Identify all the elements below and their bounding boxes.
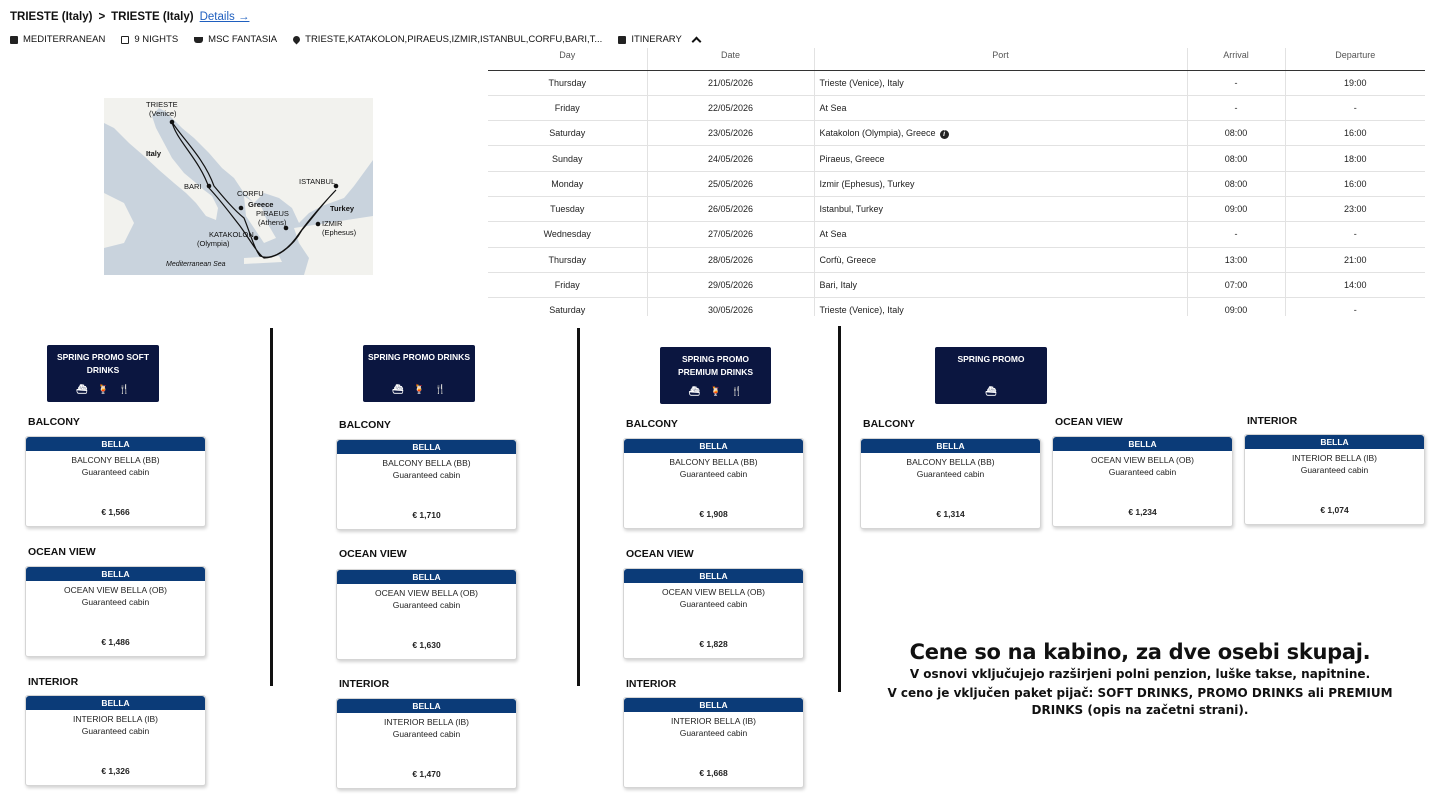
col-day: Day [488, 48, 647, 70]
map-label-katakolon: KATAKOLON [209, 230, 254, 239]
category-label: OCEAN VIEW [1055, 416, 1123, 428]
map-label-italy: Italy [146, 149, 162, 158]
itinerary-row [488, 298, 1425, 316]
itinerary-cell-port: Bari, Italy [814, 272, 1187, 297]
drinks-icon: 🍹 [413, 384, 425, 394]
cabin-name: OCEAN VIEW BELLA (OB) [375, 588, 478, 598]
cabin-note: Guaranteed cabin [679, 728, 748, 738]
cabin-name: OCEAN VIEW BELLA (OB) [64, 585, 167, 595]
itinerary-cell-date: 22/05/2026 [647, 95, 814, 120]
cabin-name: OCEAN VIEW BELLA (OB) [1091, 455, 1194, 465]
itinerary-cell-dep: 16:00 [1285, 171, 1425, 196]
cabin-price: € 1,630 [412, 640, 441, 650]
cruise-meta [10, 34, 700, 45]
itinerary-cell-date: 21/05/2026 [647, 70, 814, 95]
cabin-price: € 1,314 [936, 509, 965, 519]
cabin-name: BALCONY BELLA (BB) [71, 455, 160, 465]
map-label-turkey: Turkey [330, 204, 355, 213]
cabin-price: € 1,470 [412, 769, 441, 779]
map-icon [10, 36, 18, 44]
origin-port: TRIESTE (Italy) [10, 11, 93, 23]
cabin-name: OCEAN VIEW BELLA (OB) [662, 587, 765, 597]
promo-title: SPRING PROMO [957, 354, 1025, 364]
itinerary-row [488, 171, 1425, 196]
cabin-note: Guaranteed cabin [1300, 465, 1369, 475]
itinerary-cell-dep: 23:00 [1285, 196, 1425, 221]
itinerary-row [488, 222, 1425, 247]
meta-nights: 9 NIGHTS [121, 34, 178, 45]
cabin-card[interactable] [25, 436, 206, 527]
ship-icon [194, 37, 203, 43]
itinerary-cell-day: Wednesday [488, 222, 647, 247]
route-map [104, 98, 373, 275]
itinerary-cell-port: Istanbul, Turkey [814, 196, 1187, 221]
map-label-greece: Greece [248, 200, 274, 209]
cabin-badge: BELLA [1245, 435, 1424, 449]
promo-badge [660, 347, 771, 404]
itinerary-cell-day: Saturday [488, 298, 647, 316]
cabin-name: INTERIOR BELLA (IB) [72, 714, 159, 724]
map-label-piraeus: PIRAEUS [256, 209, 289, 218]
cabin-price: € 1,908 [699, 509, 728, 519]
map-label-venice: (Venice) [149, 109, 177, 118]
itinerary-cell-date: 24/05/2026 [647, 146, 814, 171]
cabin-card[interactable] [25, 566, 206, 657]
itinerary-cell-day: Saturday [488, 121, 647, 146]
cabin-note: Guaranteed cabin [81, 467, 150, 477]
itinerary-row [488, 196, 1425, 221]
itinerary-cell-day: Tuesday [488, 196, 647, 221]
itinerary-row [488, 95, 1425, 120]
cabin-badge: BELLA [26, 437, 205, 451]
itinerary-cell-arr: 13:00 [1187, 247, 1285, 272]
itinerary-cell-dep: 18:00 [1285, 146, 1425, 171]
map-label-olympia: (Olympia) [197, 239, 230, 248]
itinerary-cell-date: 30/05/2026 [647, 298, 814, 316]
itinerary-cell-dep: - [1285, 222, 1425, 247]
itinerary-cell-dep: 21:00 [1285, 247, 1425, 272]
food-icon: 🍴 [731, 386, 743, 396]
itinerary-cell-port: At Sea [814, 95, 1187, 120]
cabin-name: INTERIOR BELLA (IB) [670, 716, 757, 726]
itinerary-cell-date: 29/05/2026 [647, 272, 814, 297]
promo-badge [47, 345, 159, 402]
cabin-badge: BELLA [624, 698, 803, 712]
info-icon[interactable]: i [940, 130, 949, 139]
itinerary-cell-arr: 09:00 [1187, 196, 1285, 221]
category-label: INTERIOR [339, 678, 390, 690]
itinerary-cell-date: 23/05/2026 [647, 121, 814, 146]
itinerary-cell-arr: - [1187, 95, 1285, 120]
column-divider [577, 328, 580, 686]
drinks-icon: 🍹 [97, 384, 109, 394]
category-label: OCEAN VIEW [626, 548, 694, 560]
promo-icons [47, 383, 159, 396]
ship-icon: ⛴ [76, 384, 88, 394]
category-label: OCEAN VIEW [339, 548, 407, 560]
cabin-name: BALCONY BELLA (BB) [669, 457, 758, 467]
col-date: Date [647, 48, 814, 70]
itinerary-toggle[interactable]: ITINERARY [618, 34, 700, 45]
map-label-bari: BARI [184, 182, 202, 191]
cabin-badge: BELLA [26, 567, 205, 581]
map-label-izmir: IZMIR [322, 219, 343, 228]
cabin-card[interactable] [860, 438, 1041, 529]
meta-ship: MSC FANTASIA [194, 34, 277, 45]
cabin-badge: BELLA [1053, 437, 1232, 451]
itinerary-cell-port: Katakolon (Olympia), Greece i [814, 121, 1187, 146]
cabin-name: BALCONY BELLA (BB) [906, 457, 995, 467]
cabin-price: € 1,326 [101, 766, 130, 776]
itinerary-cell-date: 28/05/2026 [647, 247, 814, 272]
cabin-badge: BELLA [337, 570, 516, 584]
cabin-name: INTERIOR BELLA (IB) [383, 717, 470, 727]
itinerary-cell-date: 27/05/2026 [647, 222, 814, 247]
breadcrumb [10, 11, 249, 23]
col-port: Port [814, 48, 1187, 70]
promo-icons [660, 385, 771, 398]
food-icon: 🍴 [434, 384, 446, 394]
cabin-note: Guaranteed cabin [392, 729, 461, 739]
column-divider [270, 328, 273, 686]
itinerary-cell-port: Piraeus, Greece [814, 146, 1187, 171]
itinerary-cell-port: At Sea [814, 222, 1187, 247]
destination-port: TRIESTE (Italy) [111, 11, 194, 23]
cabin-card[interactable] [623, 438, 804, 529]
cabin-name: INTERIOR BELLA (IB) [1291, 453, 1378, 463]
cabin-note: Guaranteed cabin [1108, 467, 1177, 477]
itinerary-row [488, 121, 1425, 146]
promo-icons [935, 385, 1047, 398]
cabin-name: BALCONY BELLA (BB) [382, 458, 471, 468]
meta-ports: TRIESTE,KATAKOLON,PIRAEUS,IZMIR,ISTANBUL,CORFU,BARI,T... [293, 34, 602, 45]
itinerary-cell-arr: 08:00 [1187, 171, 1285, 196]
category-label: BALCONY [339, 419, 391, 431]
itinerary-table [488, 48, 1425, 316]
cabin-price: € 1,486 [101, 637, 130, 647]
promo-icons [363, 383, 475, 396]
cabin-card[interactable] [336, 698, 517, 789]
promo-title: SPRING PROMO DRINKS [367, 352, 470, 362]
map-label-corfu: CORFU [237, 189, 264, 198]
cabin-badge: BELLA [337, 440, 516, 454]
itinerary-cell-date: 25/05/2026 [647, 171, 814, 196]
itinerary-cell-arr: 08:00 [1187, 121, 1285, 146]
cabin-badge: BELLA [26, 696, 205, 710]
category-label: BALCONY [28, 416, 80, 428]
itinerary-row [488, 247, 1425, 272]
cabin-price: € 1,828 [699, 639, 728, 649]
note-line-1: V osnovi vključujejo razširjeni polni penzion, luške takse, napitnine. [909, 667, 1371, 681]
cabin-price: € 1,668 [699, 768, 728, 778]
column-divider [838, 326, 841, 692]
price-note [880, 640, 1400, 719]
col-arrival: Arrival [1187, 48, 1285, 70]
food-icon: 🍴 [118, 384, 130, 394]
pin-icon [292, 35, 302, 45]
breadcrumb-separator: > [98, 11, 106, 23]
calendar-icon [121, 36, 129, 44]
itinerary-cell-arr: 08:00 [1187, 146, 1285, 171]
promo-title: SPRING PROMO PREMIUM DRINKS [677, 354, 754, 377]
itinerary-cell-port: Trieste (Venice), Italy [814, 70, 1187, 95]
cabin-card[interactable] [1244, 434, 1425, 525]
category-label: INTERIOR [28, 676, 79, 688]
cabin-card[interactable] [25, 695, 206, 786]
note-line-2: V ceno je vključen paket pijač: SOFT DRINKS, PROMO DRINKS ali PREMIUM DRINKS (opis na začetni strani). [887, 686, 1393, 717]
drinks-icon: 🍹 [710, 386, 722, 396]
category-label: INTERIOR [1247, 415, 1298, 427]
cabin-badge: BELLA [861, 439, 1040, 453]
itinerary-cell-arr: - [1187, 70, 1285, 95]
ship-icon: ⛴ [688, 386, 700, 396]
itinerary-cell-port: Trieste (Venice), Italy [814, 298, 1187, 316]
itinerary-cell-arr: - [1187, 222, 1285, 247]
cabin-card[interactable] [623, 697, 804, 788]
itinerary-header-row [488, 48, 1425, 70]
promo-badge [363, 345, 475, 402]
cabin-price: € 1,234 [1128, 507, 1157, 517]
map-label-ephesus: (Ephesus) [322, 228, 357, 237]
itinerary-cell-arr: 07:00 [1187, 272, 1285, 297]
category-label: BALCONY [626, 418, 678, 430]
cabin-note: Guaranteed cabin [679, 599, 748, 609]
map-label-athens: (Athens) [258, 218, 287, 227]
itinerary-cell-dep: 16:00 [1285, 121, 1425, 146]
itinerary-cell-day: Sunday [488, 146, 647, 171]
itinerary-cell-dep: 19:00 [1285, 70, 1425, 95]
category-label: BALCONY [863, 418, 915, 430]
itinerary-cell-port: Corfù, Greece [814, 247, 1187, 272]
itinerary-row [488, 70, 1425, 95]
col-departure: Departure [1285, 48, 1425, 70]
cabin-note: Guaranteed cabin [679, 469, 748, 479]
itinerary-row [488, 272, 1425, 297]
cabin-price: € 1,074 [1320, 505, 1349, 515]
itinerary-cell-dep: 14:00 [1285, 272, 1425, 297]
cabin-badge: BELLA [624, 569, 803, 583]
cabin-card[interactable] [623, 568, 804, 659]
itinerary-cell-date: 26/05/2026 [647, 196, 814, 221]
cabin-card[interactable] [336, 439, 517, 530]
itinerary-cell-day: Friday [488, 272, 647, 297]
itinerary-cell-port: Izmir (Ephesus), Turkey [814, 171, 1187, 196]
cabin-card[interactable] [1052, 436, 1233, 527]
map-label-sea: Mediterranean Sea [166, 261, 226, 268]
itinerary-cell-day: Friday [488, 95, 647, 120]
cabin-price: € 1,710 [412, 510, 441, 520]
ship-icon: ⛴ [392, 384, 404, 394]
cabin-note: Guaranteed cabin [392, 600, 461, 610]
route-map-image [104, 98, 373, 275]
map-icon [618, 36, 626, 44]
cabin-note: Guaranteed cabin [81, 597, 150, 607]
itinerary-cell-day: Monday [488, 171, 647, 196]
itinerary-cell-dep: - [1285, 298, 1425, 316]
itinerary-cell-arr: 09:00 [1187, 298, 1285, 316]
ship-icon: ⛴ [985, 386, 997, 396]
promo-badge [935, 347, 1047, 404]
category-label: OCEAN VIEW [28, 546, 96, 558]
details-link[interactable]: Details → [199, 11, 250, 23]
cabin-card[interactable] [336, 569, 517, 660]
map-label-trieste: TRIESTE [146, 100, 178, 109]
itinerary-cell-dep: - [1285, 95, 1425, 120]
cabin-note: Guaranteed cabin [916, 469, 985, 479]
chevron-up-icon [691, 37, 701, 47]
itinerary-cell-day: Thursday [488, 247, 647, 272]
meta-region: MEDITERRANEAN [10, 34, 105, 45]
cabin-badge: BELLA [337, 699, 516, 713]
map-label-istanbul: ISTANBUL [299, 177, 336, 186]
cabin-note: Guaranteed cabin [392, 470, 461, 480]
cabin-price: € 1,566 [101, 507, 130, 517]
promo-title: SPRING PROMO SOFT DRINKS [56, 352, 150, 375]
note-heading: Cene so na kabino, za dve osebi skupaj. [909, 640, 1371, 664]
itinerary-cell-day: Thursday [488, 70, 647, 95]
cabin-badge: BELLA [624, 439, 803, 453]
cabin-note: Guaranteed cabin [81, 726, 150, 736]
itinerary-row [488, 146, 1425, 171]
category-label: INTERIOR [626, 678, 677, 690]
